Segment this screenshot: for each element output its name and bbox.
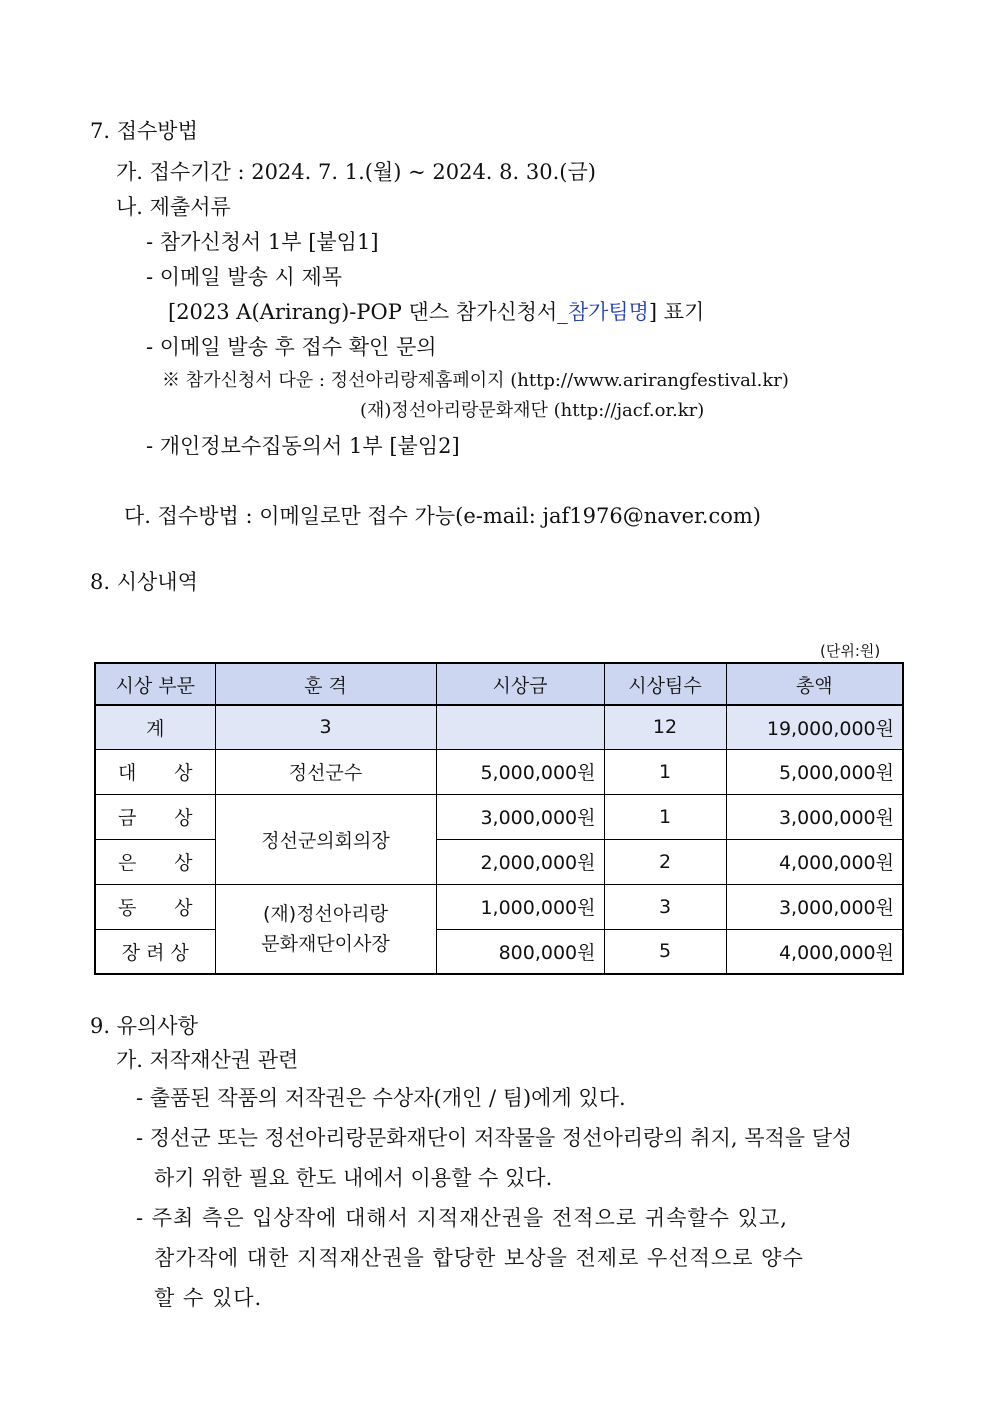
award-category: [95, 749, 215, 794]
column-header: 총액: [726, 663, 903, 705]
award-teams: 5: [604, 929, 726, 974]
table-row: [95, 794, 903, 839]
note-item-continued: 참가작에 대한 지적재산권을 합당한 보상을 전제로 우선적으로 양수: [154, 1246, 804, 1270]
email-subject-suffix: ] 표기: [648, 300, 705, 324]
total-prize: [436, 705, 604, 749]
download-note-foundation: (재)정선아리랑문화재단 (http://jacf.or.kr): [360, 400, 705, 421]
column-header: 시상금: [436, 663, 604, 705]
award-teams: 1: [604, 749, 726, 794]
award-honor: 정선군수: [215, 749, 436, 794]
document-item-application: - 참가신청서 1부 [붙임1]: [146, 230, 379, 254]
honor-line: (재)정선아리랑: [263, 902, 388, 925]
note-item: - 정선군 또는 정선아리랑문화재단이 저작물을 정선아리랑의 취지, 목적을 달성: [136, 1126, 853, 1150]
category-char: 상: [174, 762, 193, 784]
award-teams: 2: [604, 839, 726, 884]
award-amount: 5,000,000원: [726, 749, 903, 794]
category-char: 상: [174, 807, 193, 829]
category-char: 상: [174, 852, 193, 874]
document-item-confirm: - 이메일 발송 후 접수 확인 문의: [146, 335, 437, 359]
award-category: [95, 794, 215, 839]
category-char: 금: [118, 807, 137, 829]
email-subject-prefix: [2023 A(Arirang)-POP 댄스 참가신청서_: [168, 300, 568, 324]
award-amount: 4,000,000원: [726, 839, 903, 884]
column-header: 시상 부문: [95, 663, 215, 705]
table-row: [95, 884, 903, 929]
table-header-row: [95, 663, 903, 705]
award-prize: 800,000원: [436, 929, 604, 974]
award-honor: [215, 884, 436, 974]
reception-method: 다. 접수방법 : 이메일로만 접수 가능(e-mail: jaf1976@naver.com): [124, 504, 761, 528]
award-prize: 2,000,000원: [436, 839, 604, 884]
awards-table: [94, 662, 904, 975]
email-subject-team: 참가팀명: [567, 300, 649, 324]
award-honor: 정선군의회의장: [215, 794, 436, 884]
section7-heading: 7. 접수방법: [90, 119, 198, 143]
document-item-privacy: - 개인정보수집동의서 1부 [붙임2]: [146, 434, 460, 458]
award-category: [95, 884, 215, 929]
award-amount: 3,000,000원: [726, 884, 903, 929]
section8-heading: 8. 시상내역: [90, 570, 198, 594]
category-char: 상: [174, 897, 193, 919]
note-item-continued: 할 수 있다.: [154, 1286, 263, 1310]
award-category: 장 려 상: [95, 929, 215, 974]
copyright-heading: 가. 저작재산권 관련: [116, 1048, 299, 1072]
award-prize: 1,000,000원: [436, 884, 604, 929]
documents-heading: 나. 제출서류: [116, 195, 231, 219]
award-category: [95, 839, 215, 884]
download-note: ※ 참가신청서 다운 : 정선아리랑제홈페이지 (http://www.arirangfestival.kr): [162, 370, 789, 391]
award-teams: 3: [604, 884, 726, 929]
total-category: 계: [95, 705, 215, 749]
note-item: - 주최 측은 입상작에 대해서 지적재산권을 전적으로 귀속할수 있고,: [136, 1206, 788, 1230]
category-char: 동: [118, 897, 137, 919]
award-amount: 4,000,000원: [726, 929, 903, 974]
document-item-email-subject: - 이메일 발송 시 제목: [146, 265, 343, 289]
column-header: 시상팀수: [604, 663, 726, 705]
category-char: 은: [118, 852, 137, 874]
column-header: 훈 격: [215, 663, 436, 705]
award-amount: 3,000,000원: [726, 794, 903, 839]
reception-period: 가. 접수기간 : 2024. 7. 1.(월) ~ 2024. 8. 30.(금): [116, 160, 596, 184]
note-item: - 출품된 작품의 저작권은 수상자(개인 / 팀)에게 있다.: [136, 1086, 626, 1110]
note-item-continued: 하기 위한 필요 한도 내에서 이용할 수 있다.: [154, 1166, 553, 1190]
total-amount: 19,000,000원: [726, 705, 903, 749]
category-char: 대: [118, 762, 137, 784]
total-teams: 12: [604, 705, 726, 749]
honor-line: 문화재단이사장: [261, 932, 390, 955]
award-prize: 5,000,000원: [436, 749, 604, 794]
award-prize: 3,000,000원: [436, 794, 604, 839]
unit-label: (단위:원): [820, 642, 881, 660]
total-honor: 3: [215, 705, 436, 749]
total-row: [95, 705, 903, 749]
email-subject-format: [168, 298, 704, 326]
section9-heading: 9. 유의사항: [90, 1014, 198, 1038]
table-row: [95, 749, 903, 794]
award-teams: 1: [604, 794, 726, 839]
